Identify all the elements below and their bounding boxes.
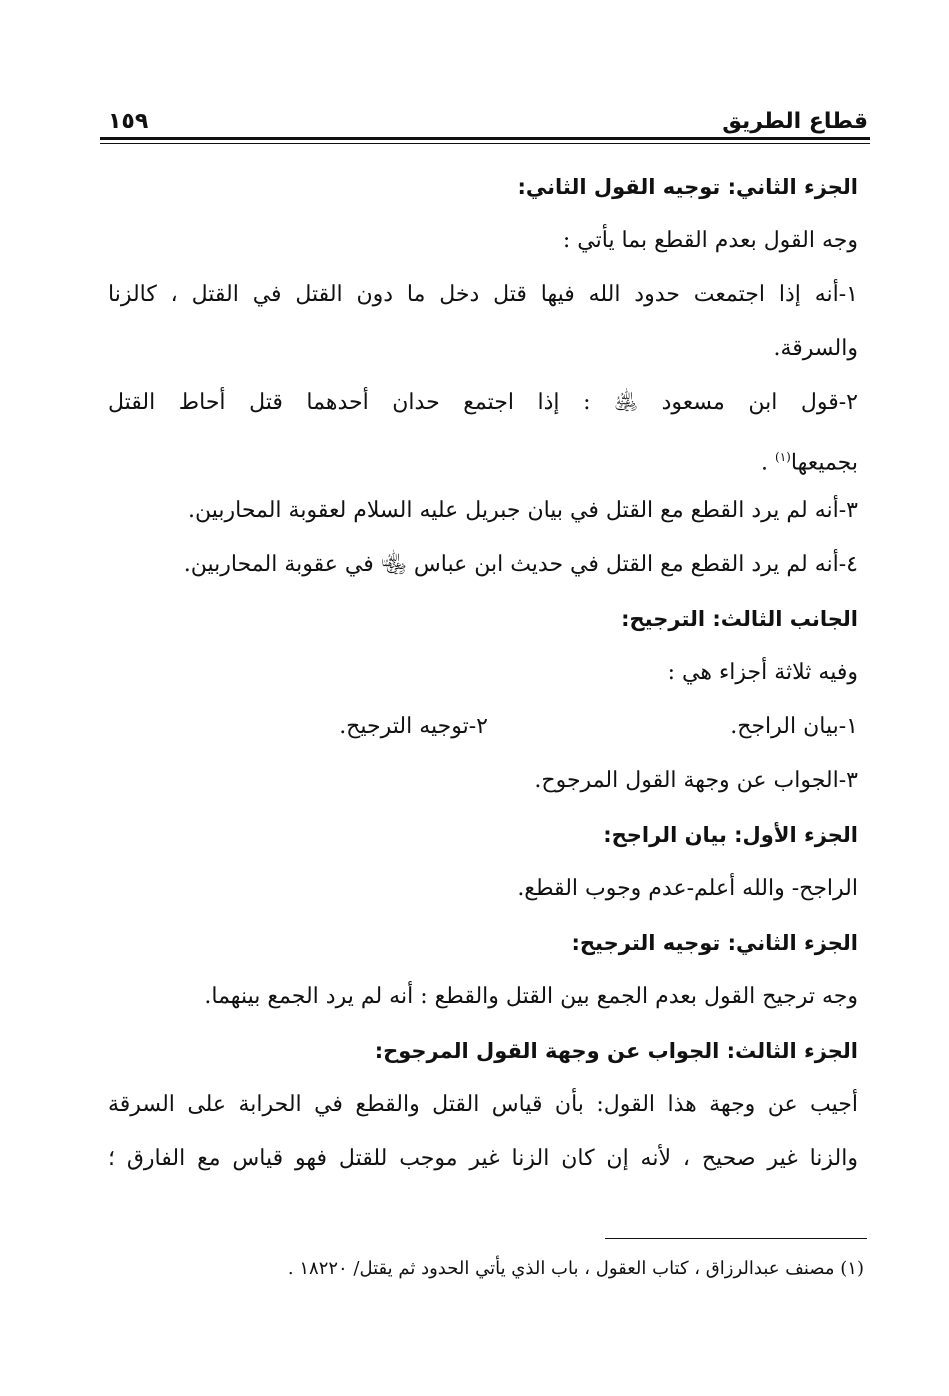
text-line: وفيه ثلاثة أجزاء هي : (667, 660, 858, 685)
section-heading: الجزء الثالث: الجواب عن وجهة القول المرجوح: (374, 1039, 858, 1063)
section-heading: الجانب الثالث: الترجيح: (621, 607, 858, 631)
text-line: أجيب عن وجهة هذا القول: بأن قياس القتل والقطع في الحرابة على السرقة (108, 1092, 858, 1117)
two-column-line (108, 700, 858, 754)
footnote-marker: (١) (775, 450, 791, 464)
header-rule-thin (100, 143, 870, 144)
text-segment: . (761, 450, 776, 476)
section-heading: الجزء الثاني: توجيه القول الثاني: (517, 175, 858, 199)
text-line: ٣-الجواب عن وجهة القول المرجوح. (534, 768, 858, 793)
footnote: (١) مصنف عبدالرزاق ، كتاب العقول ، باب الذي يأتي الحدود ثم يقتل/ ١٨٢٢٠ . (287, 1258, 864, 1279)
text-line: والزنا غير صحيح ، لأنه إن كان الزنا غير موجب للقتل فهو قياس مع الفارق ؛ (108, 1146, 858, 1171)
text-segment: بجميعها (790, 450, 858, 476)
page-number: ١٥٩ (108, 109, 149, 134)
page-header (100, 100, 870, 134)
text-line: ٣-أنه لم يرد القطع مع القتل في بيان جبريل عليه السلام لعقوبة المحاربين. (187, 498, 858, 523)
list-item: ١-بيان الراجح. (730, 714, 858, 739)
text-line: الراجح- والله أعلم-عدم وجوب القطع. (517, 876, 858, 901)
text-line: والسرقة. (773, 336, 858, 361)
text-line: ١-أنه إذا اجتمعت حدود الله فيها قتل دخل ما دون القتل في القتل ، كالزنا (108, 282, 858, 307)
footnote-separator (605, 1238, 867, 1239)
section-heading: الجزء الثاني: توجيه الترجيح: (571, 931, 858, 955)
text-line: ٢-قول ابن مسعود ﵁ : إذا اجتمع حدان أحدهما قتل أحاط القتل (108, 390, 858, 415)
text-line (108, 430, 858, 484)
body-text (108, 160, 858, 1186)
header-rule (100, 137, 870, 140)
running-title: قطاع الطريق (722, 109, 868, 134)
text-line: وجه ترجيح القول بعدم الجمع بين القتل والقطع : أنه لم يرد الجمع بينهما. (204, 984, 858, 1009)
text-line: ٤-أنه لم يرد القطع مع القتل في حديث ابن عباس ﵄ في عقوبة المحاربين. (183, 552, 858, 577)
list-item: ٢-توجيه الترجيح. (339, 714, 488, 739)
text-line: وجه القول بعدم القطع بما يأتي : (562, 228, 858, 253)
section-heading: الجزء الأول: بيان الراجح: (603, 823, 858, 847)
